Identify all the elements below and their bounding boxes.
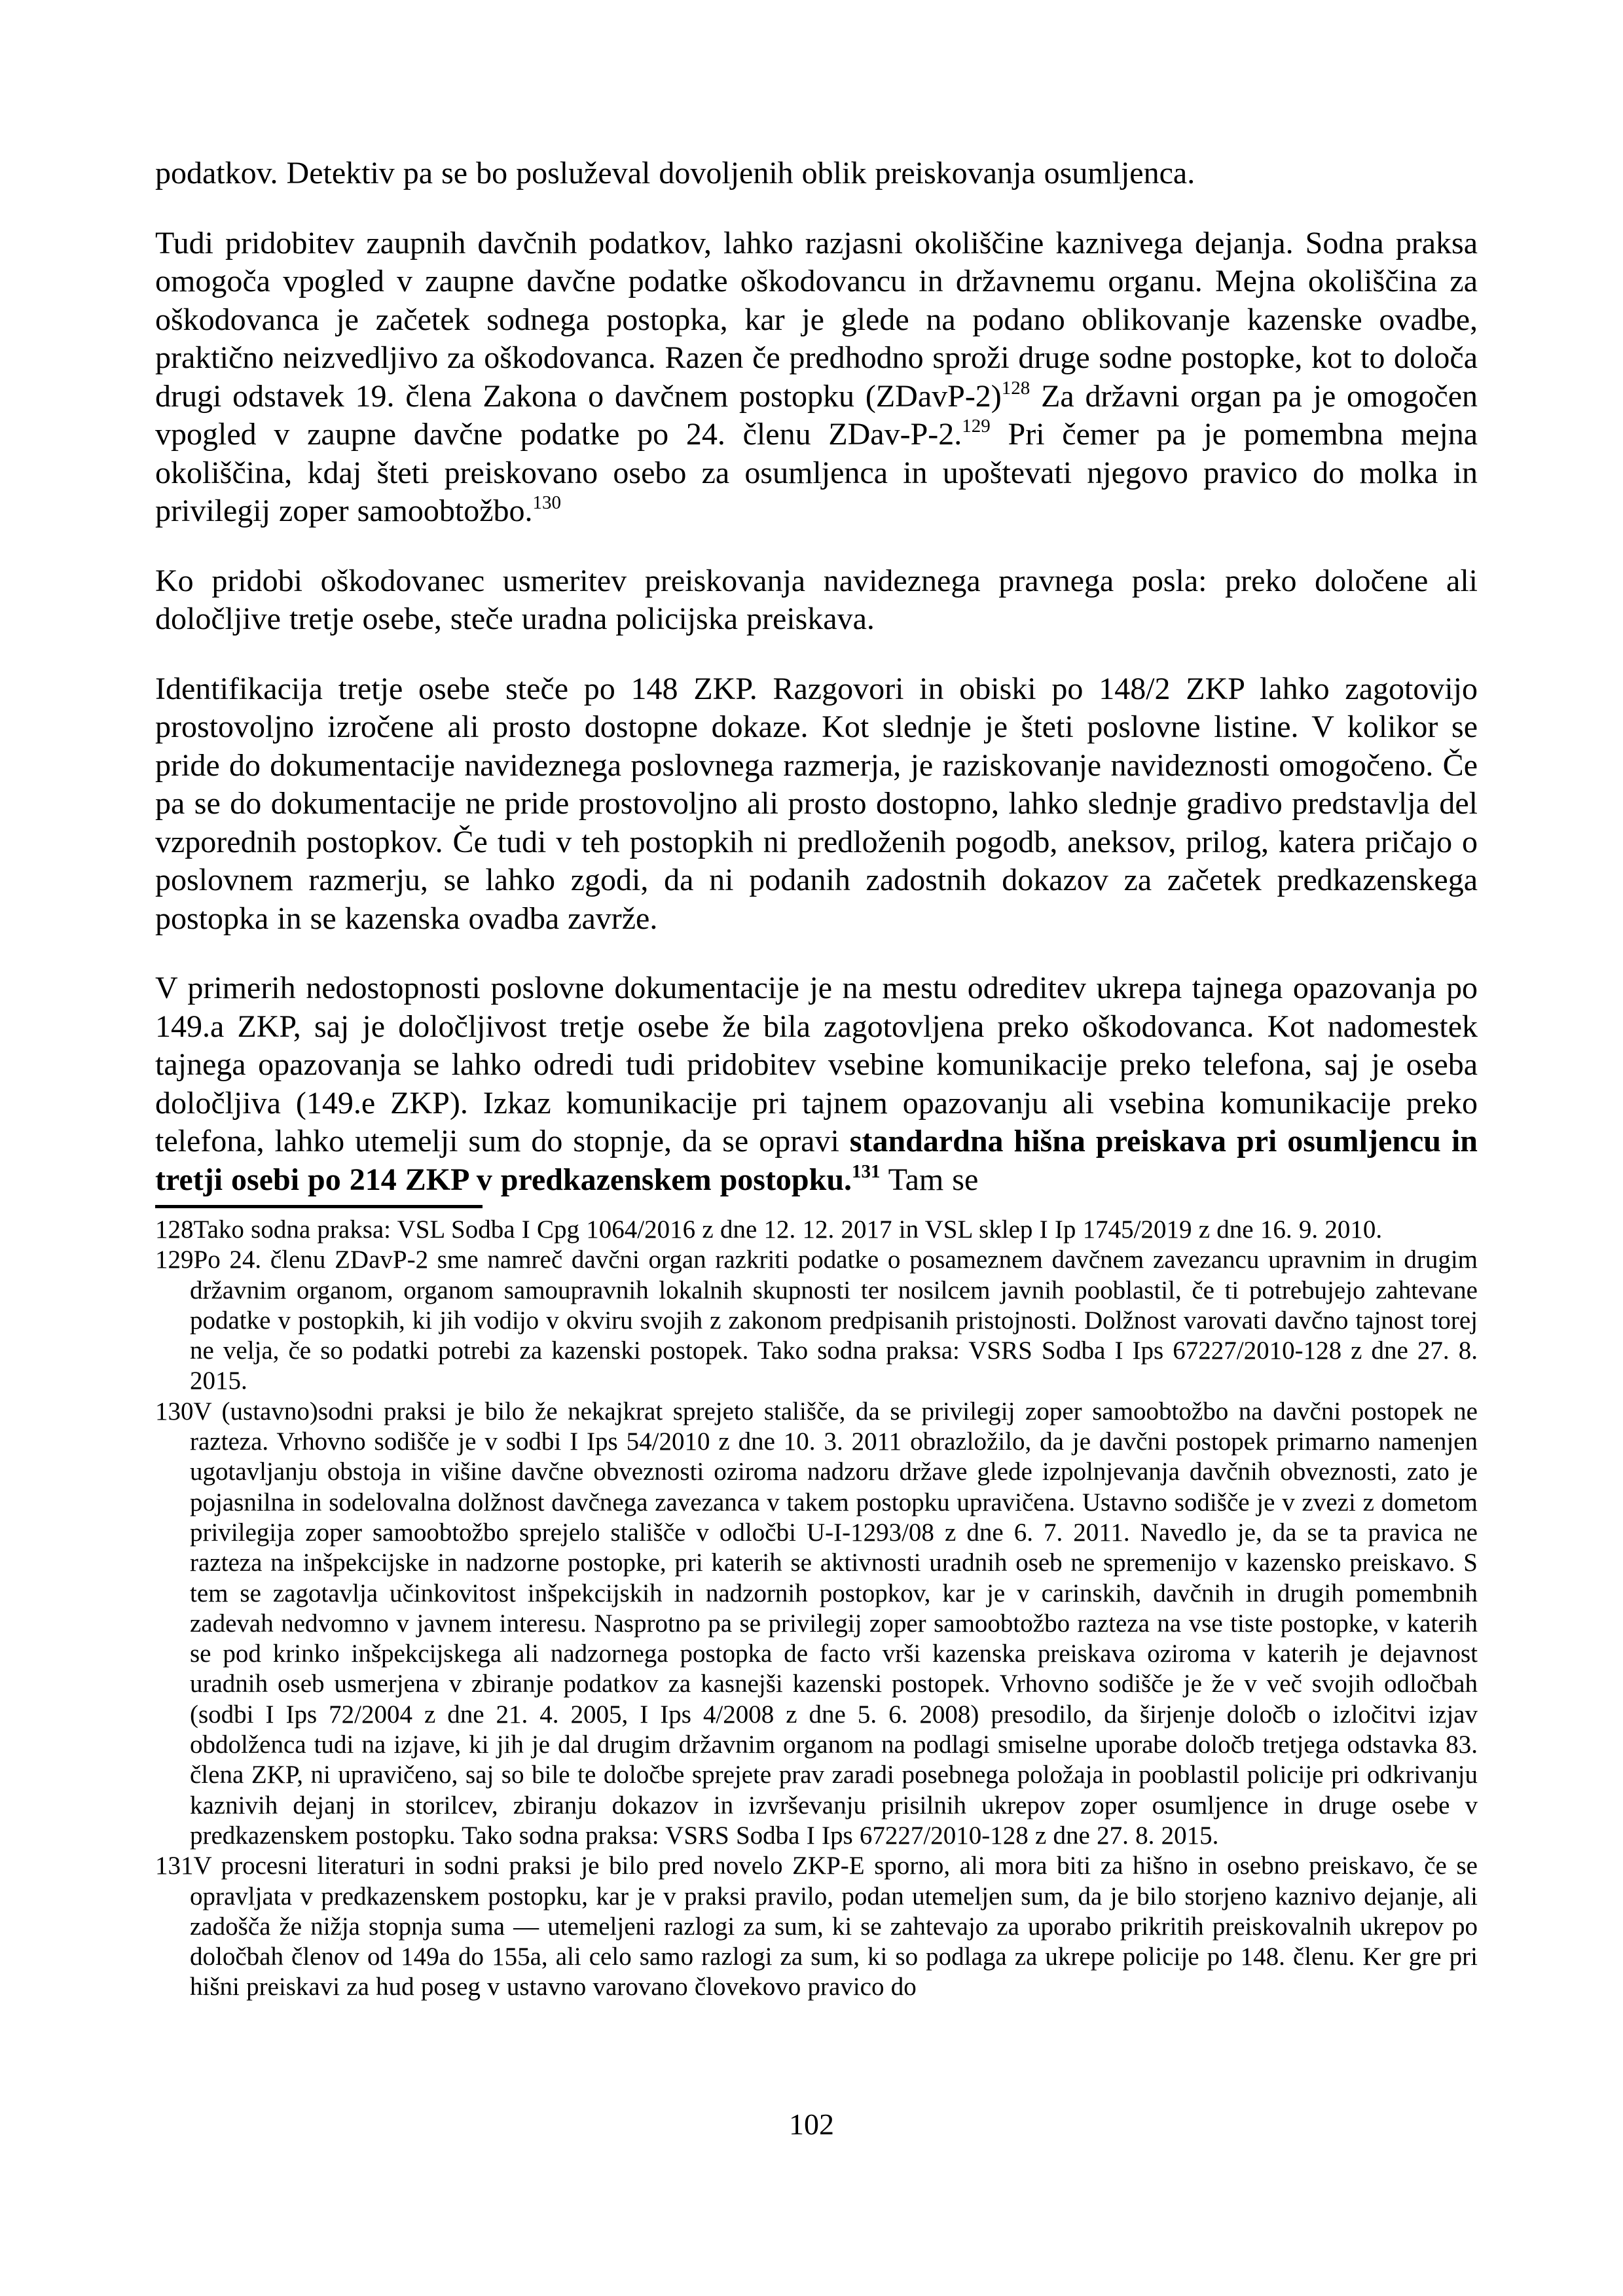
footnote-text: V procesni literaturi in sodni praksi je bilo pred novelo ZKP-E sporno, ali mora biti za hišno in osebno preiskavo, če se opravljata v predkazenskem postopku, kar je v praksi pravilo, podan utemeljen sum, da je bilo storjeno kaznivo dejanje, ali zadošča že nižja stopnja suma — utemeljeni razlogi za sum, ki se zahtevajo za uporabo prikritih preiskovalnih ukrepov po določbah členov od 149a do 155a, ali celo samo razlogi za sum, ki so podlaga za ukrepe policije po 148. členu. Ker gre pri hišni preiskavi za hud poseg v ustavno varovano človekovo pravico do: [190, 1852, 1478, 2001]
footnote-number: 129: [155, 1246, 194, 1274]
footnote-text: Po 24. členu ZDavP-2 sme namreč davčni organ razkriti podatke o posameznem davčnem zavezancu upravnim in drugim državnim organom, organom samoupravnih lokalnih skupnosti ter nosilcem javnih pooblastil, če ti potrebujejo zahtevane podatke v postopkih, ki jih vodijo v okviru svojih z zakonom predpisanih pristojnosti. Dolžnost varovati davčno tajnost torej ne velja, če so podatki potrebi za kazenski postopek. Tako sodna praksa: VSRS Sodba I Ips 67227/2010-128 z dne 27. 8. 2015.: [190, 1246, 1478, 1395]
paragraph-5: V primerih nedostopnosti poslovne dokumentacije je na mestu odreditev ukrepa tajnega opazovanja po 149.a ZKP, saj je določljivost tretje osebe že bila zagotovljena preko oškodovanca. Kot nadomestek tajnega opazovanja se lahko odredi tudi pridobitev vsebine komunikacije preko telefona, saj je oseba določljiva (149.e ZKP). Izkaz komunikacije pri tajnem opazovanju ali vsebina komunikacije preko telefona, lahko utemelji sum do stopnje, da se opravi standardna hišna preiskava pri osumljencu in tretji osebi po 214 ZKP v predkazenskem postopku.$^{131}$ Tam se: [155, 971, 1478, 1197]
footnote-number: 130: [155, 1397, 194, 1426]
paragraph-1: podatkov. Detektiv pa se bo posluževal dovoljenih oblik preiskovanja osumljenca.: [155, 156, 1195, 190]
paragraph-4: Identifikacija tretje osebe steče po 148 ZKP. Razgovori in obiski po 148/2 ZKP lahko zagotovijo prostovoljno izročene ali prosto dostopne dokaze. Kot slednje je šteti poslovne listine. V kolikor se pride do dokumentacije navideznega poslovnega razmerja, je raziskovanje navideznosti omogočeno. Če pa se do dokumentacije ne pride prostovoljno ali prosto dostopno, lahko slednje gradivo predstavlja del vzporednih postopkov. Če tudi v teh postopkih ni predloženih pogodb, aneksov, prilog, katera pričajo o poslovnem razmerju, se lahko zgodi, da ni podanih zadostnih dokazov za začetek predkazenskega postopka in se kazenska ovadba zavrže.: [155, 671, 1478, 936]
footnote-131: [155, 1851, 1478, 2002]
paragraph-2: Tudi pridobitev zaupnih davčnih podatkov, lahko razjasni okoliščine kaznivega dejanja. Sodna praksa omogoča vpogled v zaupne davčne podatke oškodovancu in državnemu organu. Mejna okoliščina za oškodovanca je začetek sodnega postopka, kar je glede na podano oblikovanje kazenske ovadbe, praktično neizvedljivo za oškodovanca. Razen če predhodno sproži druge sodne postopke, kot to določa drugi odstavek 19. člena Zakona o davčnem postopku (ZDavP-2)$^{128}$ Za državni organ pa je omogočen vpogled v zaupne davčne podatke po 24. členu ZDav-P-2.$^{129}$ Pri čemer pa je pomembna mejna okoliščina, kdaj šteti preiskovano osebo za osumljenca in upoštevati njegovo pravico do molka in privilegij zoper samoobtožbo.$^{130}$: [155, 225, 1478, 528]
page-number: 102: [789, 2108, 834, 2141]
footnote-text: Tako sodna praksa: VSL Sodba I Cpg 1064/2016 z dne 12. 12. 2017 in VSL sklep I Ip 1745/2019 z dne 16. 9. 2010.: [193, 1215, 1383, 1244]
body-text: [155, 154, 1478, 1230]
footnote-text: V (ustavno)sodni praksi je bilo že nekajkrat sprejeto stališče, da se privilegij zoper samoobtožbo na davčni postopek ne razteza. Vrhovno sodišče je v sodbi I Ips 54/2010 z dne 10. 3. 2011 obrazložilo, da je davčni postopek primarno namenjen ugotavljanju obstoja in višine davčne obveznosti oziroma nadzoru države glede izpolnjevanja davčnih obveznosti, zato je pojasnilna in sodelovalna dolžnost davčnega zavezanca v takem postopku upravičena. Ustavno sodišče je v zvezi z dometom privilegija zoper samoobtožbo sprejelo stališče v odločbi U-I-1293/08 z dne 6. 7. 2011. Navedlo je, da se ta pravica ne razteza na inšpekcijske in nadzorne postopke, pri katerih se aktivnosti uradnih oseb ne spremenijo v kazensko preiskavo. S tem se zagotavlja učinkovitost inšpekcijskih in nadzornih postopkov, kar je v carinskih, davčnih in drugih pomembnih zadevah nedvomno v javnem interesu. Nasprotno pa se privilegij zoper samoobtožbo razteza na vse tiste postopke, v katerih se pod krinko inšpekcijskega ali nadzornega postopka de facto vrši kazenska preiskava oziroma v katerih je dejavnost uradnih oseb usmerjena v zbiranje podatkov za kasnejši kazenski postopek. Vrhovno sodišče je že v več svojih odločbah (sodbi I Ips 72/2004 z dne 21. 4. 2005, I Ips 4/2008 z dne 5. 6. 2008) presodilo, da širjenje določb o izločitvi izjav obdolženca tudi na izjave, ki jih je dal drugim državnim organom na podlagi smiselne uporabe določb tretjega odstavka 83. člena ZKP, ni upravičeno, saj so bile te določbe sprejete prav zaradi posebnega položaja in pooblastil policije pri odkrivanju kaznivih dejanj in storilcev, zbiranju dokazov in izvrševanju prisilnih ukrepov zoper osumljence in druge osebe v predkazenskem postopku. Tako sodna praksa: VSRS Sodba I Ips 67227/2010-128 z dne 27. 8. 2015.: [190, 1397, 1478, 1850]
footnote-128: [155, 1215, 1478, 1245]
footnote-129: [155, 1245, 1478, 1396]
footnote-number: 128: [155, 1215, 194, 1244]
footnote-130: [155, 1397, 1478, 1851]
footnote-separator: [155, 1205, 483, 1208]
footnote-number: 131: [155, 1852, 194, 1880]
paragraph-3: Ko pridobi oškodovanec usmeritev preiskovanja navideznega pravnega posla: preko določene ali določljive tretje osebe, steče uradna policijska preiskava.: [155, 563, 1478, 636]
footnotes-block: [155, 1215, 1478, 2003]
